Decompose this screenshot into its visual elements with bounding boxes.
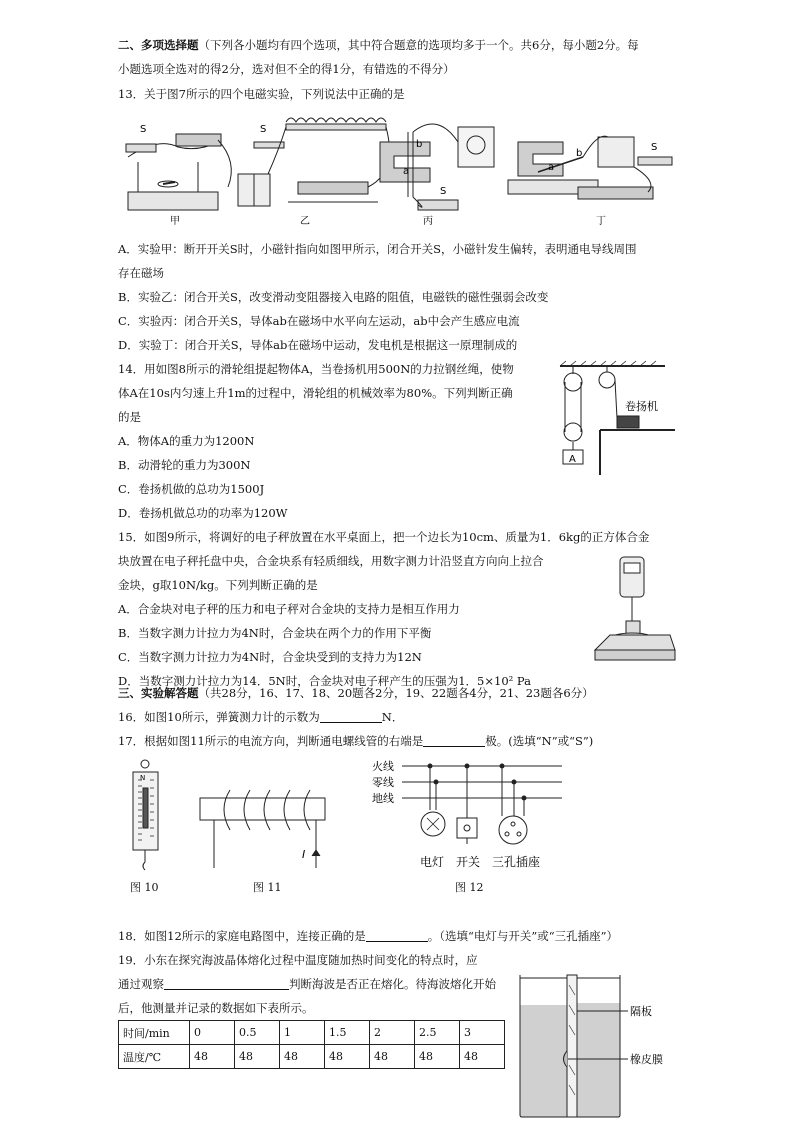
- table-header-time: 时间/min: [119, 1021, 190, 1045]
- fig7-bing-s-label: S: [440, 186, 447, 197]
- table-cell: 48: [325, 1045, 370, 1069]
- q15-stem-2: 块放置在电子秤托盘中央，合金块系有轻质细线，用数字测力计沿竖直方向向上拉合: [118, 554, 544, 568]
- q19-line-1: 19．小东在探究海波晶体熔化过程中温度随加热时间变化的特点时，应: [118, 953, 478, 967]
- section3-note: （共28分，16、17、18、20题各2分，19、22题各4分，21、23题各6分）: [198, 686, 594, 700]
- fig12-socket-label: 三孔插座: [492, 855, 541, 869]
- fig7-bing-label: 丙: [423, 216, 433, 227]
- table-row: [119, 1045, 505, 1069]
- q14-option-b: B．动滑轮的重力为300N: [118, 458, 251, 472]
- fig7-experiments: [118, 112, 678, 232]
- fig8-winch-label: 卷扬机: [625, 400, 658, 413]
- q17-text-before: 17．根据如图11所示的电流方向，判断通电螺线管的右端是: [118, 734, 424, 748]
- fig12-caption: 图 12: [455, 881, 484, 894]
- fig10-caption: 图 10: [130, 881, 159, 894]
- q17-text-after: 极。(选填“N”或“S”): [485, 734, 594, 748]
- q19-partition-label: 隔板: [630, 1005, 652, 1018]
- q14-stem-2: 体A在10s内匀速上升1m的过程中，滑轮组的机械效率为80%。下列判断正确: [118, 386, 513, 400]
- q18-line: [118, 928, 618, 944]
- fig7-ding-b-label: b: [576, 148, 583, 159]
- fig8-pulley-system: [555, 360, 675, 475]
- q19-text-before: 通过观察: [118, 977, 164, 991]
- q15-option-b: B．当数字测力计拉力为4N时，合金块在两个力的作用下平衡: [118, 626, 432, 640]
- fig12-switch-label: 开关: [456, 855, 481, 869]
- table-cell: 3: [460, 1021, 505, 1045]
- table-cell: 2.5: [415, 1021, 460, 1045]
- fig11-current-label: I: [302, 848, 306, 861]
- fig7-ding-s-label: S: [651, 142, 658, 153]
- fig9-electronic-scale: [590, 555, 680, 670]
- section2-note: （下列各小题均有四个选项，其中符合题意的选项均多于一个。共6分，每小题2分。每: [198, 38, 639, 52]
- q15-stem-1: 15．如图9所示，将调好的电子秤放置在水平桌面上，把一个边长为10cm、质量为1．6kg的正方体合金: [118, 530, 650, 544]
- table-cell: 2: [370, 1021, 415, 1045]
- q19-container-figure: [520, 975, 680, 1120]
- q15-option-a: A．合金块对电子秤的压力和电子秤对合金块的支持力是相互作用力: [118, 602, 460, 616]
- q17-answer-blank[interactable]: [423, 734, 485, 747]
- section2-title: 二、多项选择题: [118, 38, 199, 52]
- q16-text-after: N．: [381, 710, 404, 724]
- q13-option-a: A．实验甲：断开开关S时，小磁针指向如图甲所示，闭合开关S，小磁针发生偏转，表明通电导线周围: [118, 242, 637, 256]
- q14-option-c: C．卷扬机做的总功为1500J: [118, 482, 265, 496]
- fig12-live-wire-label: 火线: [372, 760, 394, 773]
- q14-option-d: D．卷扬机做总功的功率为120W: [118, 506, 288, 520]
- table-cell: 48: [280, 1045, 325, 1069]
- table-cell: 0: [190, 1021, 235, 1045]
- fig8-object-a-label: A: [569, 454, 576, 465]
- fig12-lamp-label: 电灯: [420, 855, 445, 869]
- section3-title: 三、实验解答题: [118, 686, 199, 700]
- q13-option-c: C．实验丙：闭合开关S，导体ab在磁场中水平向左运动，ab中会产生感应电流: [118, 314, 520, 328]
- table-cell: 1.5: [325, 1021, 370, 1045]
- q18-text-after: 。（选填“电灯与开关”或“三孔插座”）: [427, 929, 619, 943]
- q18-answer-blank[interactable]: [366, 929, 428, 942]
- q14-stem-1: 14．用如图8所示的滑轮组提起物体A，当卷扬机用500N的力拉钢丝绳，使物: [118, 362, 514, 376]
- q16-text-before: 16．如图10所示，弹簧测力计的示数为: [118, 710, 320, 724]
- fig7-bing: [380, 124, 494, 210]
- fig11-solenoid: [200, 790, 330, 870]
- q16-answer-blank[interactable]: [320, 710, 382, 723]
- fig11-caption: 图 11: [253, 881, 282, 894]
- fig7-ding: [508, 136, 672, 199]
- q19-answer-blank[interactable]: [164, 977, 289, 990]
- q16-line: [118, 709, 403, 725]
- fig12-ground-wire-label: 地线: [372, 792, 394, 805]
- q13-stem: 13．关于图7所示的四个电磁实验，下列说法中正确的是: [118, 87, 405, 101]
- fig10-unit-label: N: [140, 774, 146, 782]
- table-cell: 48: [190, 1045, 235, 1069]
- table-cell: 48: [460, 1045, 505, 1069]
- q19-text-after: 判断海波是否正在熔化。待海波熔化开始: [289, 977, 496, 991]
- q19-membrane-label: 橡皮膜: [630, 1053, 663, 1066]
- fig7-yi-label: 乙: [300, 216, 310, 227]
- fig7-jia-label: 甲: [170, 216, 180, 227]
- table-cell: 48: [370, 1045, 415, 1069]
- fig7-bing-a-label: a: [403, 166, 410, 177]
- table-header-temp: 温度/℃: [119, 1045, 190, 1069]
- fig7-yi-s-label: S: [260, 124, 267, 135]
- fig12-household-circuit: [372, 758, 572, 873]
- section2-note-2: 小题选项全选对的得2分，选对但不全的得1分，有错选的不得分）: [118, 62, 455, 76]
- fig10-spring-scale: [128, 758, 168, 878]
- fig7-ding-label: 丁: [596, 216, 606, 227]
- q19-data-table: [118, 1020, 505, 1069]
- q17-line: [118, 733, 593, 749]
- q13-option-b: B．实验乙：闭合开关S，改变滑动变阻器接入电路的阻值，电磁铁的磁性强弱会改变: [118, 290, 549, 304]
- fig12-neutral-wire-label: 零线: [372, 776, 394, 789]
- q13-option-a-cont: 存在磁场: [118, 266, 164, 280]
- q18-text-before: 18．如图12所示的家庭电路图中，连接正确的是: [118, 929, 366, 943]
- q15-option-d: D．当数字测力计拉力为14．5N时，合金块对电子秤产生的压强为1．5×10² Pa: [118, 674, 531, 688]
- q14-stem-3: 的是: [118, 410, 141, 424]
- fig7-jia: [126, 134, 231, 210]
- table-cell: 48: [415, 1045, 460, 1069]
- section3-header: [118, 685, 594, 701]
- table-cell: 0.5: [235, 1021, 280, 1045]
- q15-option-c: C．当数字测力计拉力为4N时，合金块受到的支持力为12N: [118, 650, 422, 664]
- q13-option-d: D．实验丁：闭合开关S，导体ab在磁场中运动，发电机是根据这一原理制成的: [118, 338, 518, 352]
- table-cell: 48: [235, 1045, 280, 1069]
- fig7-bing-b-label: b: [416, 139, 423, 150]
- q19-line-2: [118, 976, 496, 992]
- fig7-ding-a-label: a: [548, 162, 555, 173]
- q15-stem-3: 金块，g取10N/kg。下列判断正确的是: [118, 578, 318, 592]
- section2-header: [118, 37, 639, 53]
- table-row: [119, 1021, 505, 1045]
- fig7-jia-s-label: S: [140, 124, 147, 135]
- q14-option-a: A．物体A的重力为1200N: [118, 434, 255, 448]
- q19-line-3: 后，他测量并记录的数据如下表所示。: [118, 1001, 314, 1015]
- table-cell: 1: [280, 1021, 325, 1045]
